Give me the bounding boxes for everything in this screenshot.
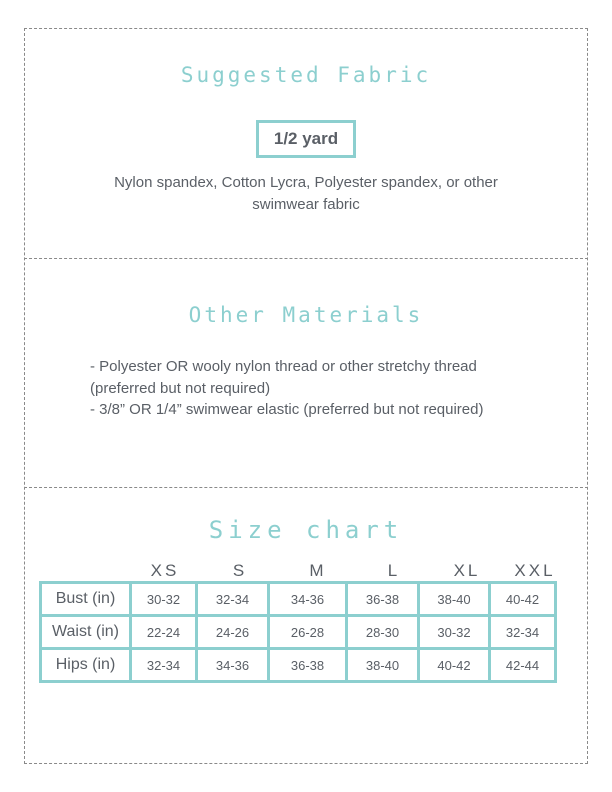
size-header-m: M bbox=[309, 561, 327, 580]
table-cell: 42-44 bbox=[490, 649, 556, 682]
table-row bbox=[41, 649, 556, 682]
section-divider bbox=[24, 258, 588, 259]
table-cell: 30-32 bbox=[419, 616, 490, 649]
fabric-line-2: swimwear fabric bbox=[252, 196, 360, 213]
table-cell: 40-42 bbox=[490, 583, 556, 616]
fabric-description bbox=[60, 172, 552, 216]
table-row bbox=[41, 583, 556, 616]
materials-list bbox=[90, 356, 560, 421]
fabric-amount-box: 1/2 yard bbox=[256, 120, 356, 158]
table-cell: 32-34 bbox=[131, 649, 197, 682]
table-cell: 28-30 bbox=[347, 616, 419, 649]
materials-line: - Polyester OR wooly nylon thread or other stretchy thread bbox=[90, 358, 477, 375]
size-header-xxl: XXL bbox=[514, 561, 556, 580]
materials-line: - 3/8” OR 1/4” swimwear elastic (preferred but not required) bbox=[90, 401, 484, 418]
row-label: Bust (in) bbox=[41, 583, 131, 616]
row-label: Waist (in) bbox=[41, 616, 131, 649]
row-label: Hips (in) bbox=[41, 649, 131, 682]
size-header-xl: XL bbox=[453, 561, 481, 580]
fabric-heading: Suggested Fabric bbox=[180, 63, 432, 87]
table-cell: 36-38 bbox=[347, 583, 419, 616]
size-table bbox=[39, 581, 557, 683]
size-chart-heading: Size chart bbox=[208, 516, 404, 544]
table-cell: 26-28 bbox=[269, 616, 347, 649]
table-row bbox=[41, 616, 556, 649]
materials-heading: Other Materials bbox=[188, 303, 424, 327]
table-cell: 32-34 bbox=[490, 616, 556, 649]
table-cell: 24-26 bbox=[197, 616, 269, 649]
table-cell: 34-36 bbox=[197, 649, 269, 682]
materials-line: (preferred but not required) bbox=[90, 379, 271, 397]
table-cell: 34-36 bbox=[269, 583, 347, 616]
table-cell: 38-40 bbox=[347, 649, 419, 682]
table-cell: 22-24 bbox=[131, 616, 197, 649]
table-cell: 38-40 bbox=[419, 583, 490, 616]
table-cell: 36-38 bbox=[269, 649, 347, 682]
fabric-line-1: Nylon spandex, Cotton Lycra, Polyester spandex, or other bbox=[114, 174, 498, 191]
size-header-xs: XS bbox=[150, 561, 180, 580]
section-divider bbox=[24, 487, 588, 488]
size-header-l: L bbox=[387, 561, 401, 580]
table-cell: 32-34 bbox=[197, 583, 269, 616]
table-cell: 40-42 bbox=[419, 649, 490, 682]
size-header-s: S bbox=[232, 561, 248, 580]
table-cell: 30-32 bbox=[131, 583, 197, 616]
